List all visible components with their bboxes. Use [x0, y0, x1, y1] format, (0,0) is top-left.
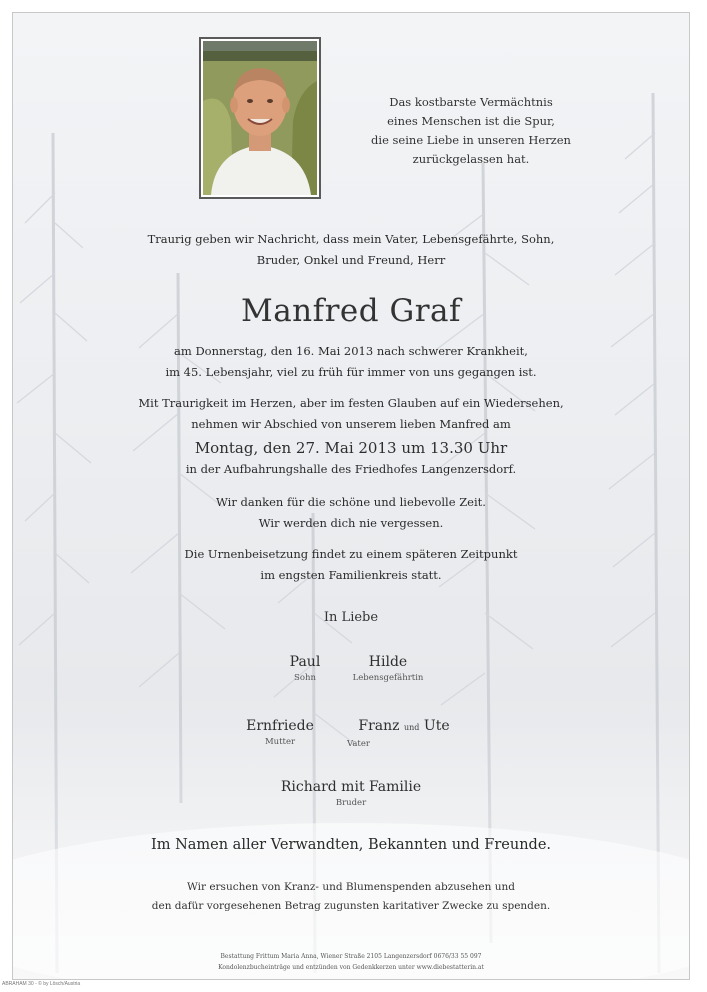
death-line: am Donnerstag, den 16. Mai 2013 nach schwerer Krankheit, [174, 344, 528, 358]
quote-line: Das kostbarste Vermächtnis [389, 95, 553, 109]
portrait-photo [199, 37, 321, 199]
urn-line: Die Urnenbeisetzung findet zu einem späteren Zeitpunkt [184, 547, 518, 561]
footer-line: Bestattung Frittum Maria Anna, Wiener Straße 2105 Langenzersdorf 0676/33 55 097 [220, 953, 482, 960]
thanks-line: Wir danken für die schöne und liebevolle Zeit. [216, 495, 486, 509]
name-connector: und [404, 723, 420, 732]
mourner-name: Ernfriede [246, 718, 314, 734]
mourner-relation: Mutter [264, 737, 296, 747]
closing-line: Im Namen aller Verwandten, Bekannten und Freunde. [150, 837, 552, 853]
farewell-line: Mit Traurigkeit im Herzen, aber im festen Glauben auf ein Wiedersehen, [138, 396, 564, 410]
template-label: ABRAHAM 30 - © by Lösch/Austria [2, 981, 81, 987]
footer-line: Kondolenzbucheinträge und entzünden von Gedenkkerzen unter www.diebestatterin.at [218, 964, 484, 971]
announcement-line: Bruder, Onkel und Freund, Herr [256, 253, 446, 267]
farewell-notice [13, 393, 689, 435]
mourner-paul [275, 653, 335, 685]
announcement [13, 229, 689, 271]
funeral-date: Montag, den 27. Mai 2013 um 13.30 Uhr [194, 439, 508, 457]
funeral-place: in der Aufbahrungshalle des Friedhofes Langenzersdorf. [185, 462, 517, 476]
request-line: den dafür vorgesehenen Betrag zugunsten karitativer Zwecke zu spenden. [151, 900, 551, 912]
urn-notice [13, 544, 689, 586]
portrait-image [203, 41, 317, 195]
quote-line: eines Menschen ist die Spur, [387, 114, 555, 128]
thanks-line: Wir werden dich nie vergessen. [258, 516, 444, 530]
mourner-hilde [343, 653, 433, 685]
mourner-name: Richard mit Familie [280, 779, 422, 795]
mourner-name: Hilde [368, 654, 408, 670]
mourner-franz-ute [345, 717, 463, 751]
mourner-relation: Vater [347, 739, 370, 749]
mourner-richard [251, 778, 451, 810]
quote-line: zurückgelassen hat. [412, 152, 530, 166]
obituary-page [12, 12, 690, 980]
quote-line: die seine Liebe in unseren Herzen [371, 133, 571, 147]
mourner-relation: Sohn [294, 673, 316, 683]
donation-request [13, 878, 689, 916]
mourner-name: Paul [289, 654, 321, 670]
death-line: im 45. Lebensjahr, viel zu früh für immer von uns gegangen ist. [165, 365, 537, 379]
announcement-line: Traurig geben wir Nachricht, dass mein Vater, Lebensgefährte, Sohn, [147, 232, 555, 246]
mourner-relation: Lebensgefährtin [352, 673, 424, 683]
funeral-home-footer [13, 951, 689, 973]
request-line: Wir ersuchen von Kranz- und Blumenspenden abzusehen und [187, 881, 515, 893]
mourner-partner-name: Ute [423, 718, 450, 734]
death-notice [13, 341, 689, 383]
mourner-relation: Bruder [335, 798, 367, 808]
in-love-heading: In Liebe [323, 610, 379, 625]
mourner-ernfriede [235, 717, 325, 749]
deceased-name: Manfred Graf [240, 293, 462, 329]
thanks-notice [13, 492, 689, 534]
memorial-quote [371, 93, 571, 169]
farewell-line: nehmen wir Abschied von unserem lieben Manfred am [191, 417, 511, 431]
mourner-name: Franz [358, 718, 400, 734]
urn-line: im engsten Familienkreis statt. [260, 568, 442, 582]
